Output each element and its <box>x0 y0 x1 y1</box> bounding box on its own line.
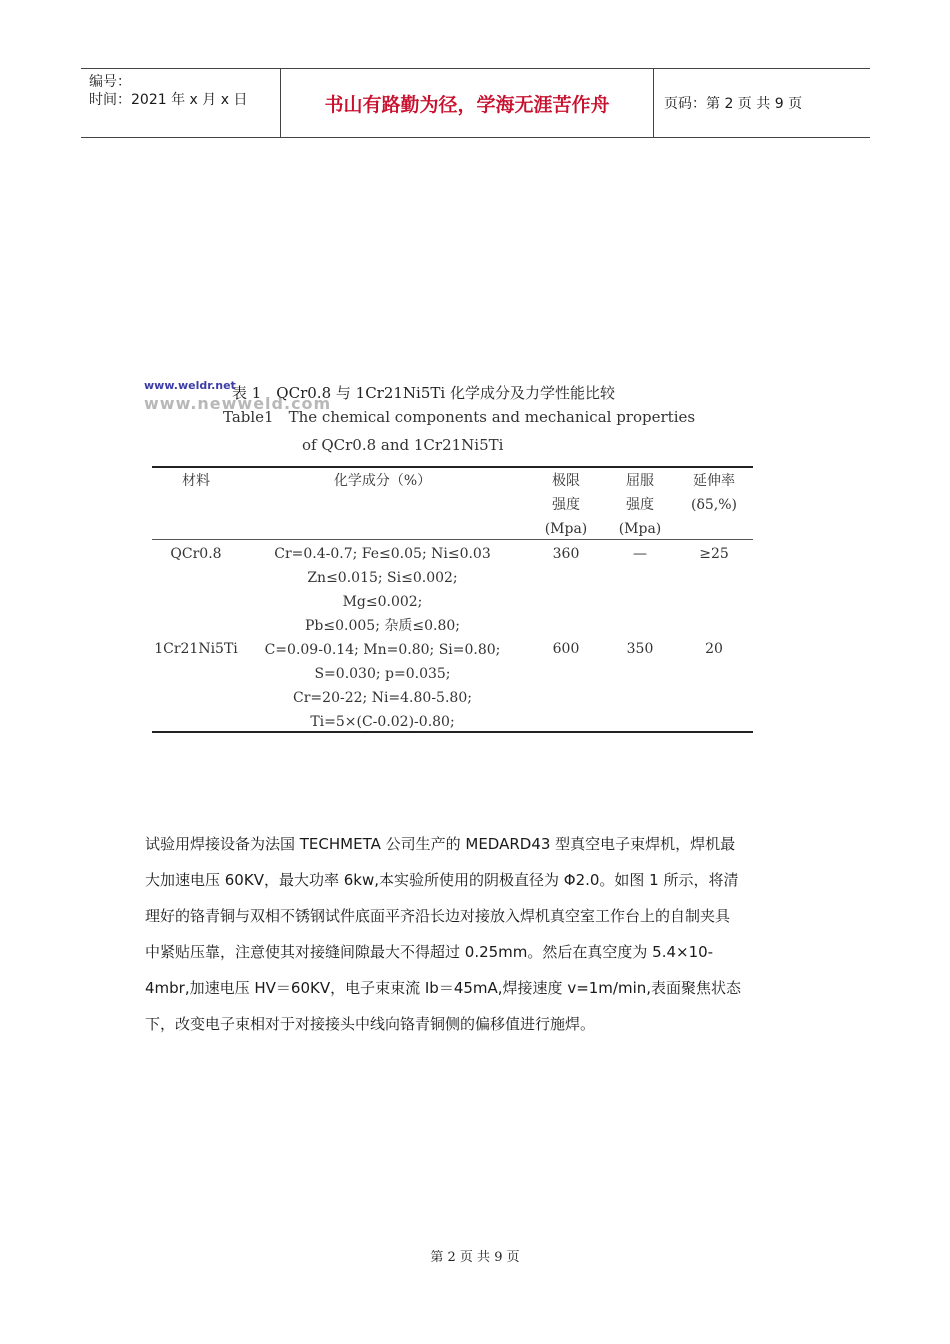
chem-line: C=0.09-0.14; Mn=0.80; Si=0.80; <box>264 642 501 658</box>
header-meta <box>81 69 281 137</box>
table-cell-elongation: ≥25 <box>699 546 729 562</box>
page-footer: 第 2 页 共 9 页 <box>430 1250 520 1265</box>
table-top-rule <box>152 466 753 468</box>
watermark-site: www.weldr.net <box>144 379 236 392</box>
paragraph-line: 试验用焊接设备为法国 TECHMETA 公司生产的 MEDARD43 型真空电子束焊机，焊机最 <box>145 835 736 853</box>
table-cell-ultimate: 360 <box>552 546 580 562</box>
table-cell-material: QCr0.8 <box>170 546 222 562</box>
page-header <box>81 68 870 138</box>
col-header-chemical: 化学成分（%） <box>333 473 432 489</box>
table-cell-material: 1Cr21Ni5Ti <box>154 641 238 657</box>
date-line: 时间：2021 年 x 月 x 日 <box>89 92 248 108</box>
header-page-info: 页码：第 2 页 共 9 页 <box>664 96 803 112</box>
col-header-material: 材料 <box>182 473 210 489</box>
col-header-ultimate: 极限 强度 (Mpa) <box>544 473 588 537</box>
paragraph-line: 理好的铬青铜与双相不锈钢试件底面平齐沿长边对接放入焊机真空室工作台上的自制夹具 <box>145 907 731 925</box>
table-caption-en-line2: of QCr0.8 and 1Cr21Ni5Ti <box>302 436 504 454</box>
paragraph-line: 大加速电压 60KV，最大功率 6kw,本实验所使用的阴极直径为 Φ2.0。如图 1 所示，将清 <box>145 871 739 889</box>
table-caption-en-line1: Table1 The chemical components and mechanical properties <box>223 408 696 426</box>
chem-line: Ti=5×(C-0.02)-0.80; <box>310 714 455 730</box>
table-figure <box>140 376 760 738</box>
header-motto: 书山有路勤为径，学海无涯苦作舟 <box>281 69 654 137</box>
paragraph-line: 中紧贴压靠，注意使其对接缝间隙最大不得超过 0.25mm。然后在真空度为 5.4×10- <box>145 943 714 961</box>
table-cell-ultimate: 600 <box>552 641 580 657</box>
table-cell-yield: 350 <box>626 641 654 657</box>
chem-line: Pb≤0.005; 杂质≤0.80; <box>305 618 460 634</box>
chem-line: Zn≤0.015; Si≤0.002; <box>307 570 458 586</box>
chem-line: S=0.030; p=0.035; <box>314 666 451 682</box>
body-paragraph <box>145 826 810 1042</box>
chem-line: Cr=0.4-0.7; Fe≤0.05; Ni≤0.03 <box>274 546 491 562</box>
paragraph-line: 4mbr,加速电压 HV＝60KV，电子束束流 Ib＝45mA,焊接速度 v=1m/min,表面聚焦状态 <box>145 979 742 997</box>
table-cell-yield: — <box>633 546 647 562</box>
table-cell-chemical <box>240 542 525 734</box>
chem-line: Cr=20-22; Ni=4.80-5.80; <box>293 690 472 706</box>
col-header-yield: 屈服 强度 (Mpa) <box>618 473 662 537</box>
table-cell-elongation: 20 <box>705 641 723 657</box>
paragraph-line: 下，改变电子束相对于对接接头中线向铬青铜侧的偏移值进行施焊。 <box>145 1015 596 1033</box>
number-label: 编号： <box>89 74 131 90</box>
table-caption-cn: 表 1 QCr0.8 与 1Cr21Ni5Ti 化学成分及力学性能比较 <box>232 384 615 402</box>
watermark-overlay: www.newweld.com <box>144 394 332 413</box>
col-header-elongation: 延伸率 (δ5,%) <box>690 473 737 513</box>
chem-line: Mg≤0.002; <box>342 594 423 610</box>
